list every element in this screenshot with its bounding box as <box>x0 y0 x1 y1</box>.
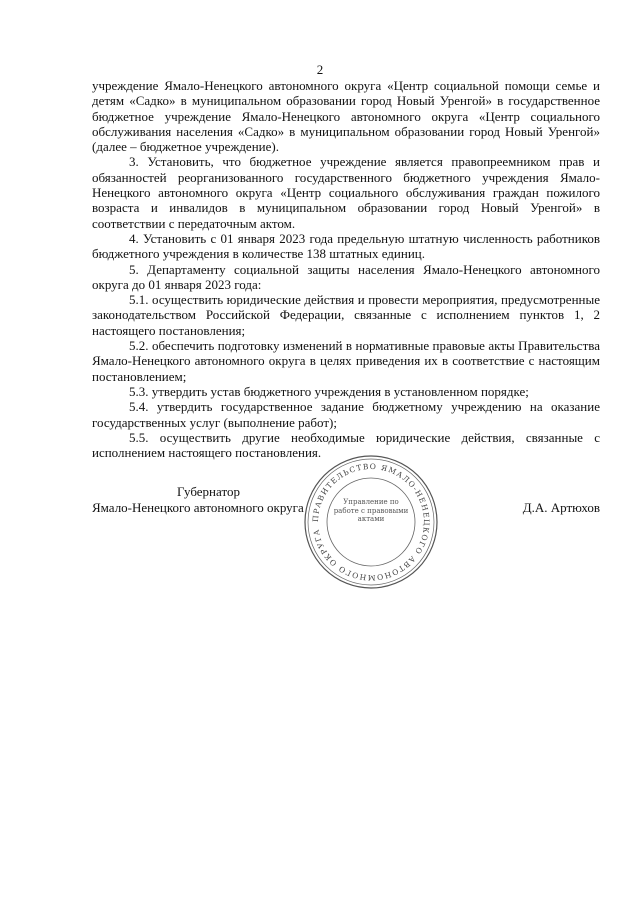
paragraph-3: 3. Установить, что бюджетное учреждение является правопреемником прав и обязанностей реорганизованного государственного бюджетного учреждения Ямало-Ненецкого автономного округа «Центр социального обслуживания граждан пожилого возраста и инвалидов в муниципальном образовании город Новый Уренгой» в соответствии с передаточным актом. <box>92 154 600 231</box>
signatory-title: Губернатор <box>177 484 240 499</box>
paragraph-5-3: 5.3. утвердить устав бюджетного учреждения в установленном порядке; <box>129 383 529 399</box>
paragraph-5: 5. Департаменту социальной защиты населения Ямало-Ненецкого автономного округа до 01 января 2023 года: <box>92 261 600 292</box>
page-number: 2 <box>316 62 324 77</box>
paragraph-continuation: учреждение Ямало-Ненецкого автономного округа «Центр социальной помощи семье и детям «Садко» в муниципальном образовании город Новый Уренгой» в государственное бюджетное учреждение Ямало-Ненецкого автономного округа «Центр социального обслуживания населения «Садко» в муниципальном образовании город Новый Уренгой» (далее – бюджетное учреждение). <box>92 78 600 155</box>
seal-graphic <box>303 454 439 590</box>
signatory-region: Ямало-Ненецкого автономного округа <box>92 500 304 515</box>
seal-outer-text: ПРАВИТЕЛЬСТВО ЯМАЛО-НЕНЕЦКОГО АВТОНОМНОГО ОКРУГА <box>310 461 432 583</box>
signatory-position <box>92 484 332 516</box>
paragraph-5-1: 5.1. осуществить юридические действия и провести мероприятия, предусмотренные законодательством Российской Федерации, связанные с исполнением пунктов 1, 2 настоящего постановления; <box>92 292 600 338</box>
document-body <box>92 78 600 460</box>
paragraph-4: 4. Установить с 01 января 2023 года предельную штатную численность работников бюджетного учреждения в количестве 138 штатных единиц. <box>92 230 600 262</box>
paragraph-5-5: 5.5. осуществить другие необходимые юридические действия, связанные с исполнением настоящего постановления. <box>92 429 600 461</box>
paragraph-5-4: 5.4. утвердить государственное задание бюджетному учреждению на оказание государственных услуг (выполнение работ); <box>92 399 600 430</box>
paragraph-5-2: 5.2. обеспечить подготовку изменений в нормативные правовые акты Правительства Ямало-Ненецкого автономного округа в целях приведения их в соответствие с настоящим постановлением; <box>92 338 600 384</box>
signatory-name: Д.А. Артюхов <box>522 500 600 515</box>
official-seal <box>303 454 439 590</box>
seal-inner-text: Управление по работе с правовыми актами <box>333 498 409 523</box>
